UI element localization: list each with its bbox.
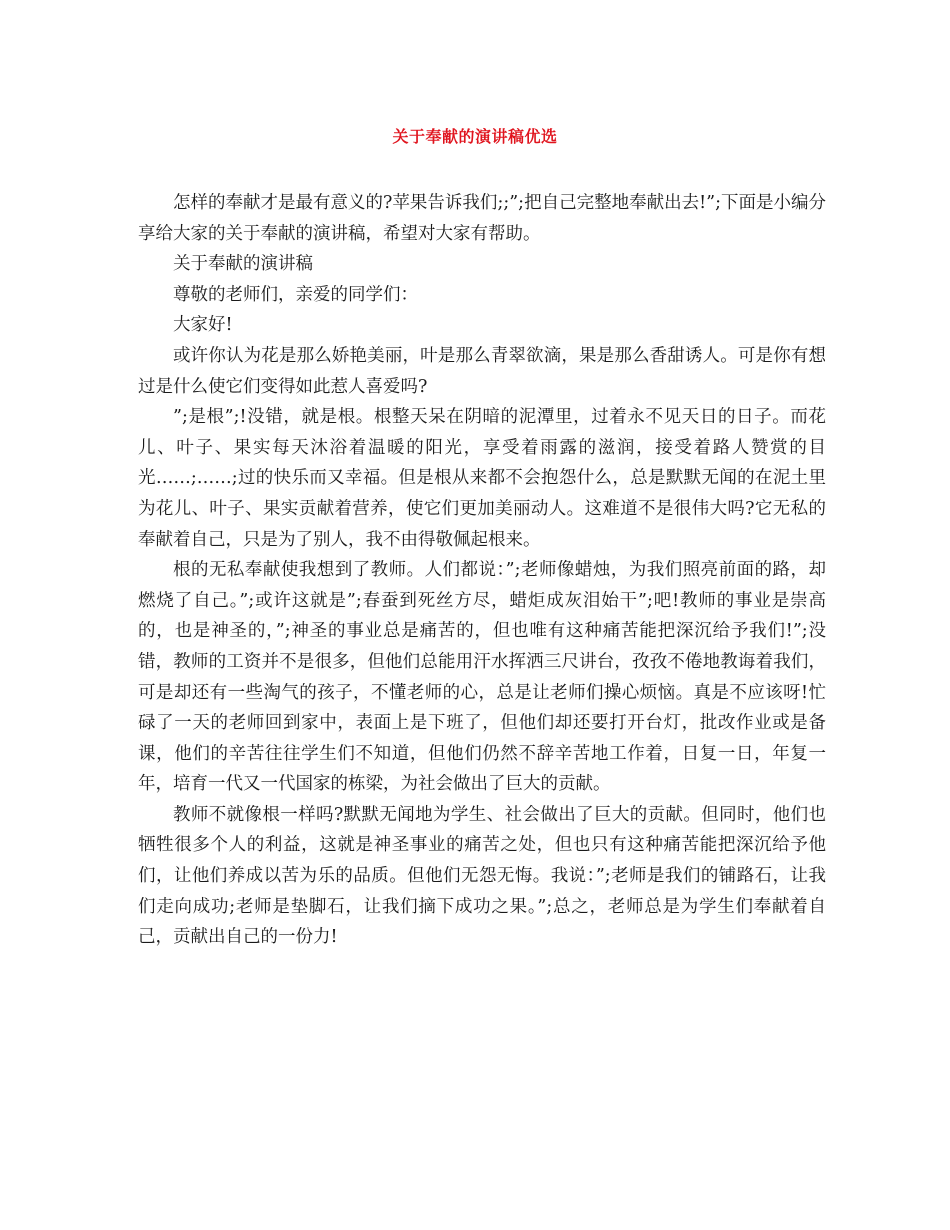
paragraph-greeting: 大家好! bbox=[173, 315, 233, 336]
paragraph-teachers: 根的无私奉献使我想到了教师。人们都说：”;老师像蜡烛，为我们照亮前面的路，却燃烧了自己。”;或许这就是”;春蚕到死丝方尽，蜡炬成灰泪始干”;吧!教师的事业是崇高的，也是神圣的，”;神圣的事业总是痛苦的，但也唯有这种痛苦能把深沉给予我们!”;没错，教师的工资并不是很多，但他们总能用汗水挥洒三尺讲台，孜孜不倦地教诲着我们，可是却还有一些淘气的孩子，不懂老师的心，总是让老师们操心烦恼。真是不应该呀!忙碌了一天的老师回到家中，表面上是下班了，但他们却还要打开台灯，批改作业或是备课，他们的辛苦往往学生们不知道，但他们仍然不辞辛苦地工作着，日复一日，年复一年，培育一代又一代国家的栋梁，为社会做出了巨大的贡献。 bbox=[138, 560, 826, 795]
paragraph-subtitle: 关于奉献的演讲稿 bbox=[173, 254, 313, 275]
document-title: 关于奉献的演讲稿优选 bbox=[392, 127, 558, 146]
paragraph-conclusion: 教师不就像根一样吗?默默无闻地为学生、社会做出了巨大的贡献。但同时，他们也牺牲很多个人的利益，这就是神圣事业的痛苦之处，但也只有这种痛苦能把深沉给予他们，让他们养成以苦为乐的品质。但他们无怨无悔。我说：”;老师是我们的铺路石，让我们走向成功;老师是垫脚石，让我们摘下成功之果。”;总之，老师总是为学生们奉献着自己，贡献出自己的一份力! bbox=[138, 804, 826, 948]
paragraph-roots: ”;是根”;!没错，就是根。根整天呆在阴暗的泥潭里，过着永不见天日的日子。而花儿、叶子、果实每天沐浴着温暖的阳光，享受着雨露的滋润，接受着路人赞赏的目光……;……;过的快乐而又幸福。但是根从来都不会抱怨什么，总是默默无闻的在泥土里为花儿、叶子、果实贡献着营养，使它们更加美丽动人。这难道不是很伟大吗?它无私的奉献着自己，只是为了别人，我不由得敬佩起根来。 bbox=[138, 407, 826, 550]
document-body bbox=[138, 188, 826, 953]
paragraph-flowers: 或许你认为花是那么娇艳美丽，叶是那么青翠欲滴，果是那么香甜诱人。可是你有想过是什么使它们变得如此惹人喜爱吗? bbox=[138, 345, 826, 397]
paragraph-intro: 怎样的奉献才是最有意义的?苹果告诉我们;;”;把自己完整地奉献出去!”;下面是小编分享给大家的关于奉献的演讲稿，希望对大家有帮助。 bbox=[138, 193, 826, 244]
paragraph-salutation: 尊敬的老师们，亲爱的同学们： bbox=[173, 284, 418, 305]
